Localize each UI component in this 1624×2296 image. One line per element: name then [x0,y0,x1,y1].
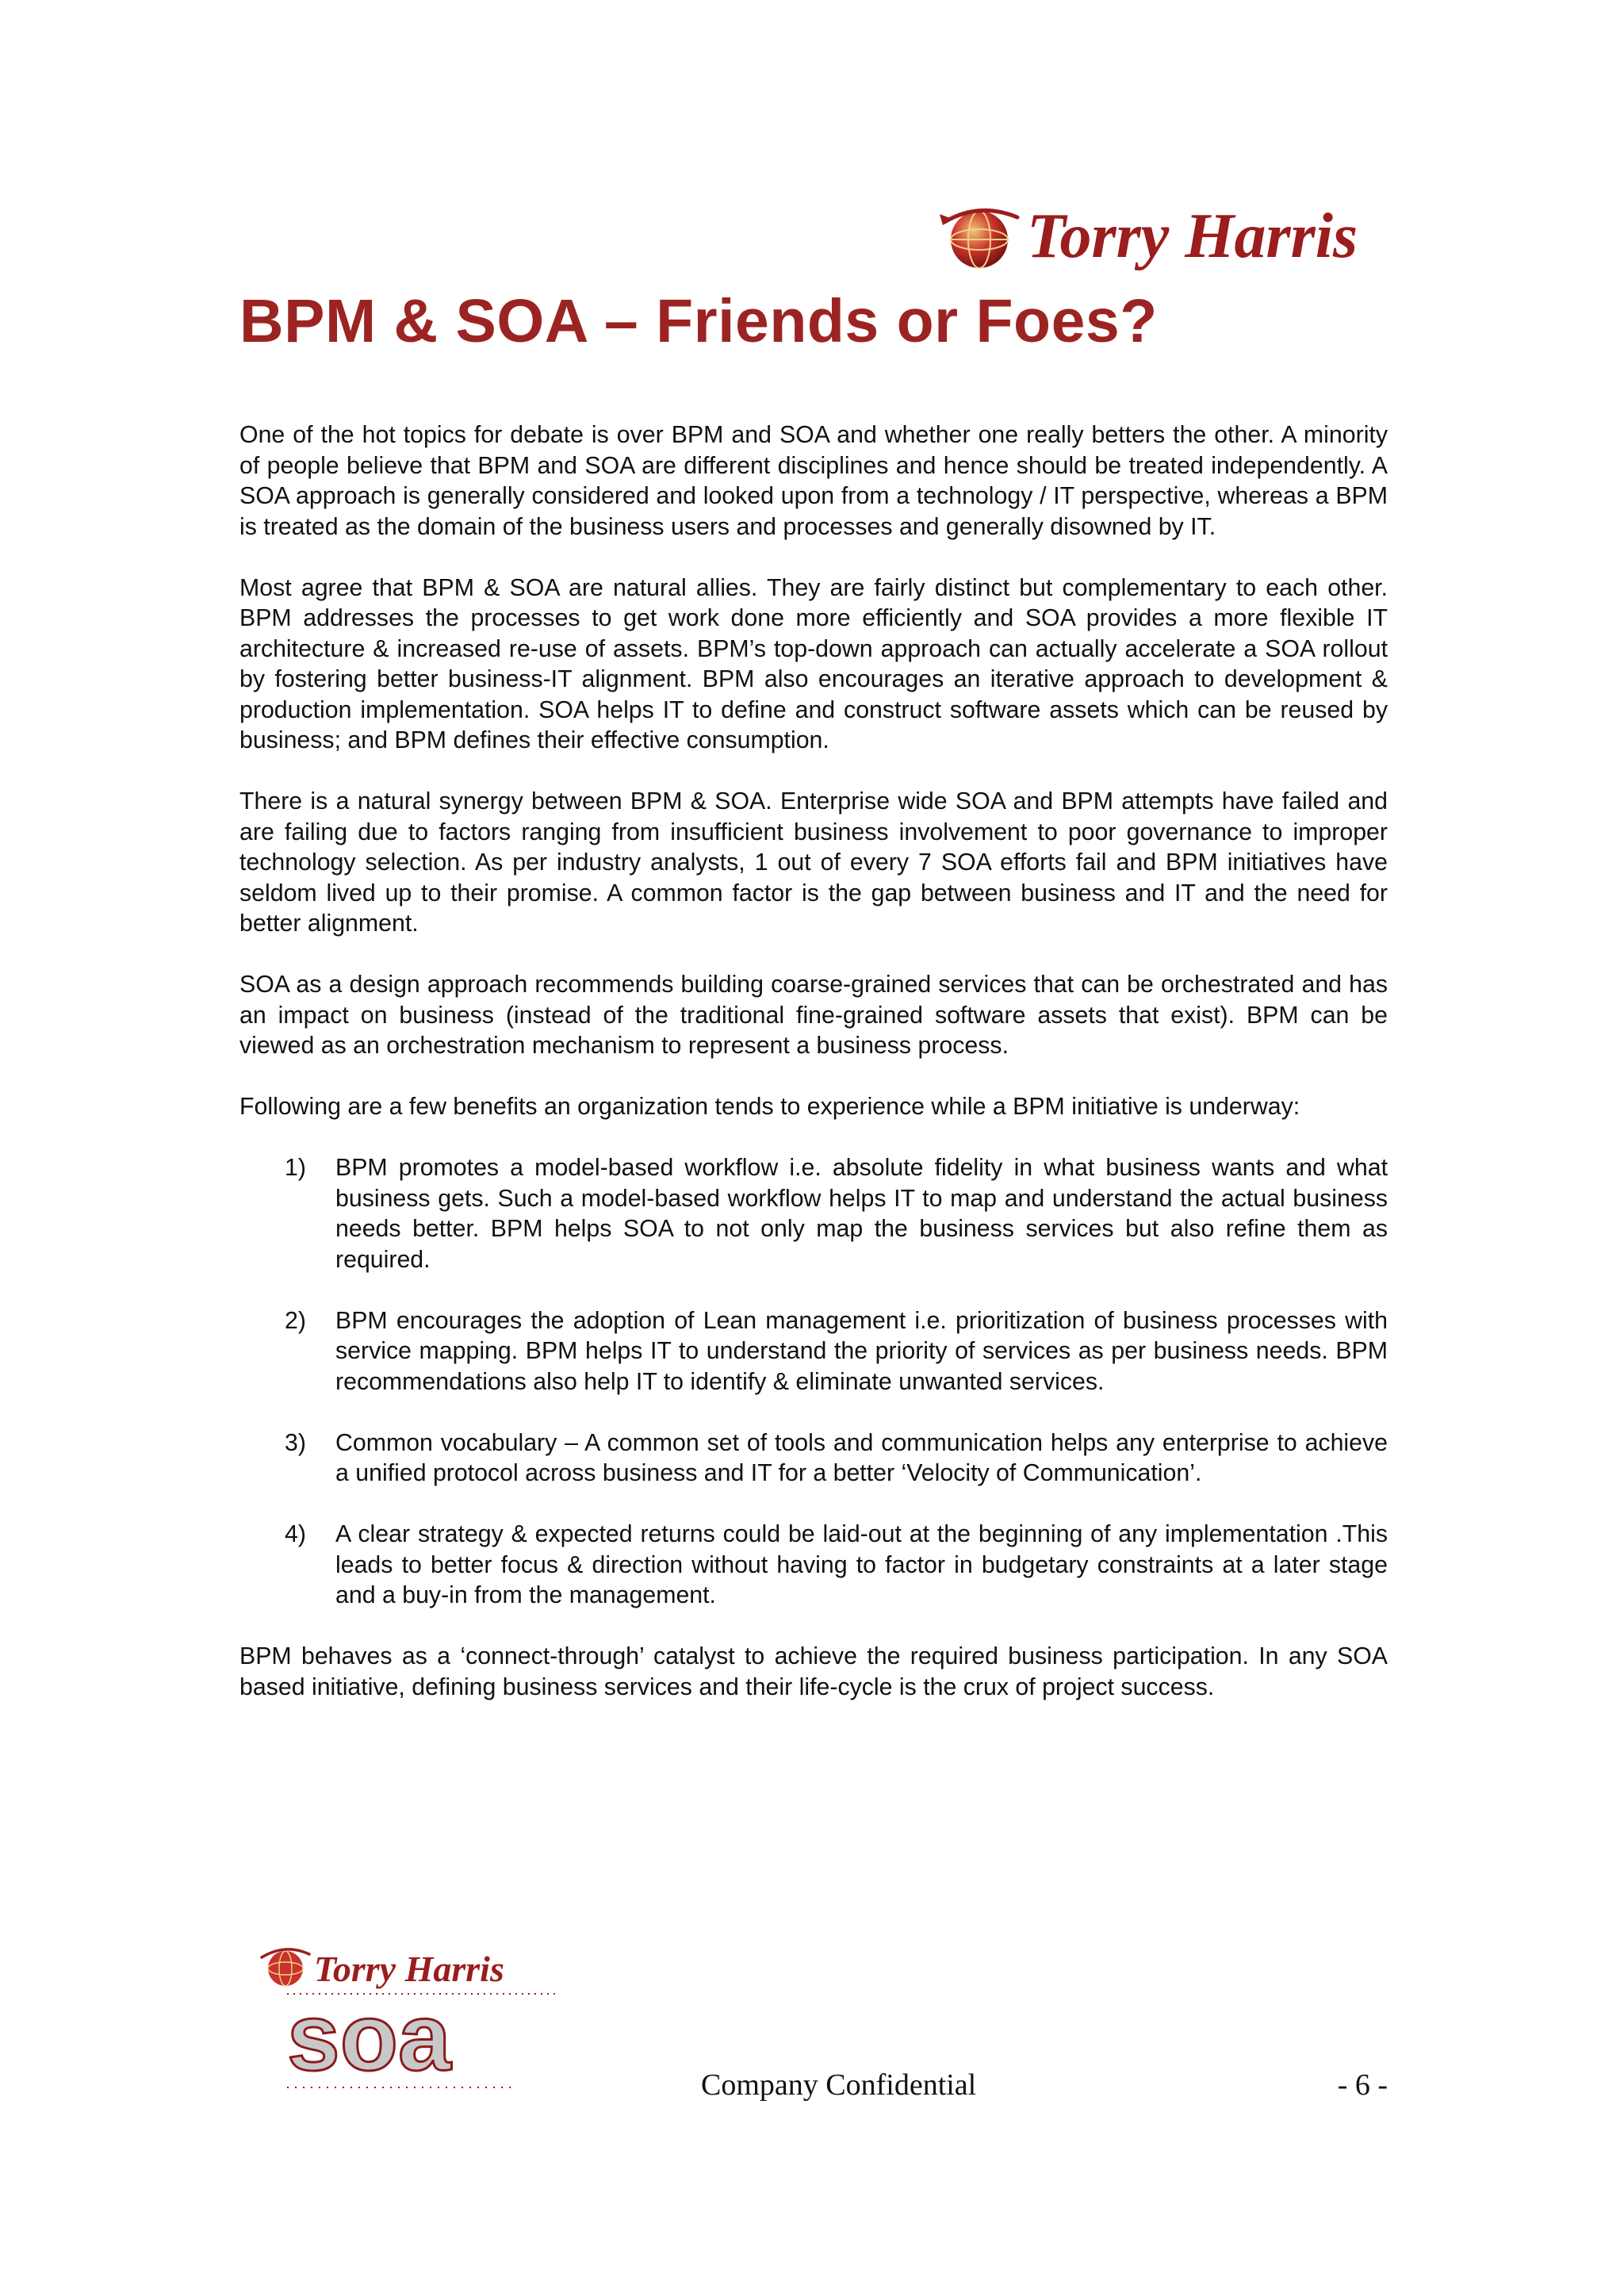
logo-wordmark: Torry Harris [314,1949,504,1989]
list-item-text: BPM encourages the adoption of Lean management i.e. prioritization of business processes with service mapping. BPM helps IT to understand the priority of services as per business needs. BPM recommendations also help IT to identify & eliminate unwanted services. [335,1307,1388,1395]
list-item [239,1153,1388,1275]
list-item-number: 4) [285,1521,306,1547]
logo-wordmark: Torry Harris [1027,201,1358,271]
company-logo-top [938,190,1382,286]
paragraph-intro: One of the hot topics for debate is over BPM and SOA and whether one really betters the other. A minority of people believe that BPM and SOA are different disciplines and hence should be treated independently. A SOA approach is generally considered and looked upon from a technology / IT perspective, whereas a BPM is treated as the domain of the business users and processes and generally disowned by IT. [239,422,1388,540]
soa-logo [255,1935,565,2094]
list-item [239,1520,1388,1612]
globe-icon [262,1949,309,1986]
footer-confidential: Company Confidential [701,2068,977,2102]
list-item-number: 2) [285,1307,306,1334]
paragraph-design-approach: SOA as a design approach recommends building coarse-grained services that can be orchestrated and has an impact on business (instead of the traditional fine-grained software assets that exist). BPM can be viewed as an orchestration mechanism to represent a business process. [239,972,1388,1059]
list-item-number: 3) [285,1429,306,1456]
paragraph-closing: BPM behaves as a ‘connect-through’ catalyst to achieve the required business participation. In any SOA based initiative, defining business services and their life-cycle is the crux of project success. [239,1643,1388,1700]
paragraph-benefits-intro: Following are a few benefits an organization tends to experience while a BPM initiative is underway: [239,1094,1300,1120]
page-number: - 6 - [1337,2068,1388,2102]
list-item-text: BPM promotes a model-based workflow i.e. absolute fidelity in what business wants and what business gets. Such a model-based workflow helps IT to map and understand the actual business needs better. BPM helps SOA to not only map the business services but also refine them as required. [335,1155,1388,1273]
article-body [239,420,1388,1734]
list-item-text: A clear strategy & expected returns could be laid-out at the beginning of any implementation .This leads to better focus & direction without having to factor in budgetary constraints at a later stage and a buy-in from the management. [335,1521,1388,1608]
benefits-list [239,1153,1388,1612]
soa-wordmark: soa [287,1984,451,2091]
paragraph-synergy: There is a natural synergy between BPM & SOA. Enterprise wide SOA and BPM attempts have failed and are failing due to factors ranging from insufficient business involvement to poor governance to improper technology selection. As per industry analysts, 1 out of every 7 SOA efforts fail and BPM initiatives have seldom lived up to their promise. A common factor is the gap between business and IT and the need for better alignment. [239,788,1388,937]
page-title: BPM & SOA – Friends or Foes? [239,287,1158,355]
list-item [239,1306,1388,1398]
list-item-text: Common vocabulary – A common set of tools and communication helps any enterprise to achieve a unified protocol across business and IT for a better ‘Velocity of Communication’. [335,1429,1388,1486]
list-item-number: 1) [285,1155,306,1181]
paragraph-allies: Most agree that BPM & SOA are natural allies. They are fairly distinct but complementary to each other. BPM addresses the processes to get work done more efficiently and SOA provides a more flexible IT architecture & increased re-use of assets. BPM’s top-down approach can actually accelerate a SOA rollout by fostering better business-IT alignment. BPM also encourages an iterative approach to development & production implementation. SOA helps IT to define and construct software assets which can be reused by business; and BPM defines their effective consumption. [239,574,1388,753]
globe-icon [938,190,1382,286]
list-item [239,1428,1388,1489]
